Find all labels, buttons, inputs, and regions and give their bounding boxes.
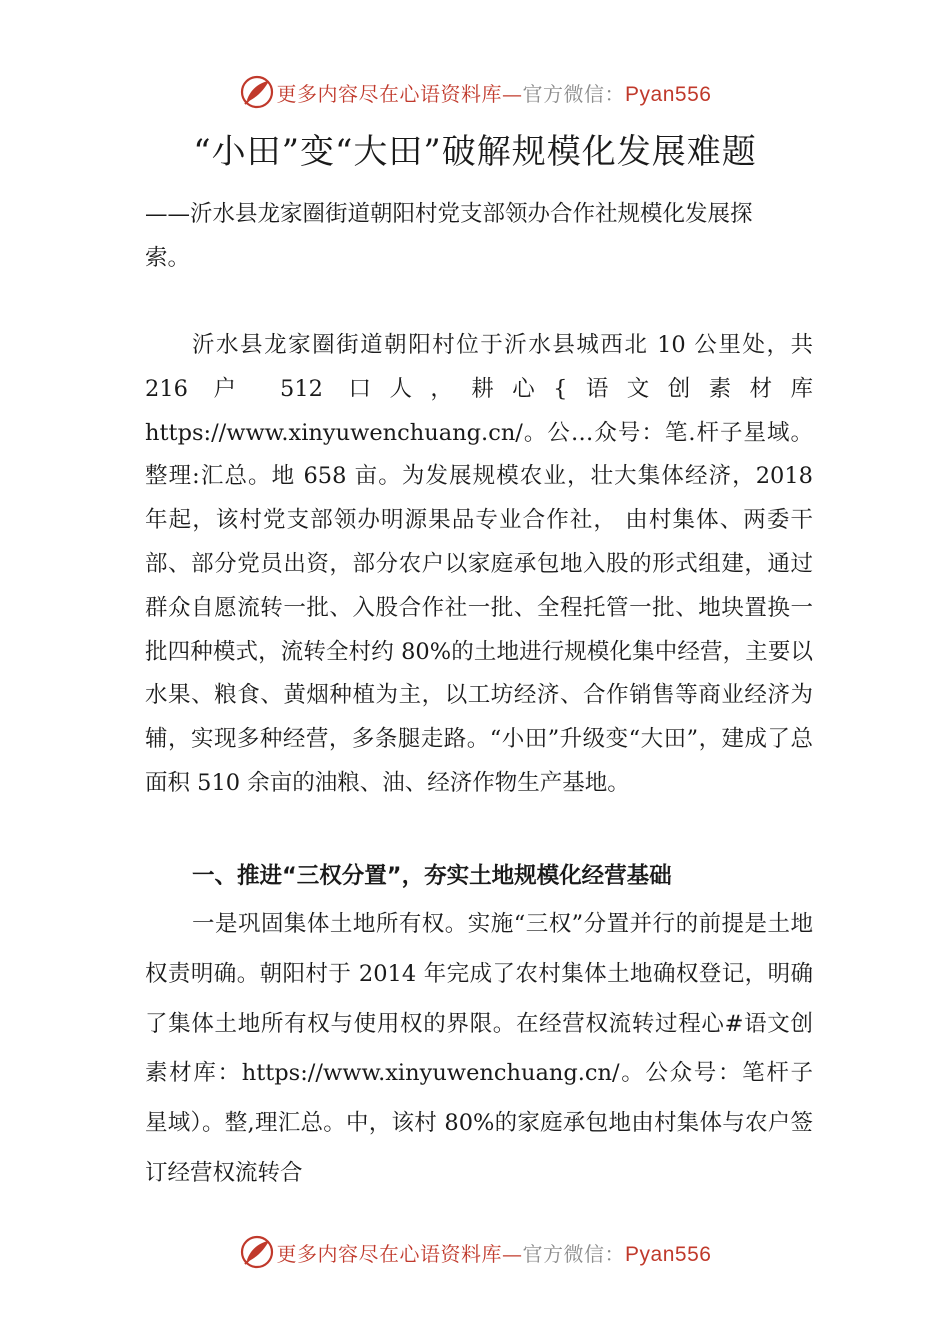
banner-text: 更多内容尽在心语资料库—官方微信：Pyan556 [276,1241,712,1266]
section-heading: 一、推进“三权分置”，夯实土地规模化经营基础 [192,863,672,889]
paragraph-intro: 沂水县龙家圈街道朝阳村位于沂水县城西北 10 公里处，共 216 户 512 口人，耕心{语文创素材库 https://www.xinyuwenchuang.cn/。公…众号：笔.杆子星域。整理:汇总。地 658 亩。为发展规模农业，壮大集体经济，2018 年起，该村党支部领办明源果品专业合作社， 由村集体、两委干部、部分党员出资，部分农户以家庭承包地入股的形式组建，通过群众自愿流转一批、入股合作社一批、全程托管一批、地块置换一批四种模式，流转全村约 80%的土地进行规模化集中经营，主要以水果、粮食、黄烟种植为主，以工坊经济、合作销售等商业经济为辅，实现多种经营，多条腿走路。“小田”升级变“大田”，建成了总面积 510 余亩的油粮、油、经济作物生产基地。 [145,332,813,796]
header-banner [0,72,950,112]
document-subtitle: ——沂水县龙家圈街道朝阳村党支部领办合作社规模化发展探索。 [145,201,753,271]
leaf-logo-icon [239,1234,275,1270]
document-title: “小田”变“大田”破解规模化发展难题 [193,132,757,172]
footer-banner [0,1232,950,1272]
leaf-logo-icon [239,74,275,110]
banner-text: 更多内容尽在心语资料库—官方微信：Pyan556 [276,81,712,106]
paragraph-section-1: 一是巩固集体土地所有权。实施“三权”分置并行的前提是土地权责明确。朝阳村于 2014 年完成了农村集体土地确权登记，明确了集体土地所有权与使用权的界限。在经营权流转过程心#语文创素材库：https://www.xinyuwenchuang.cn/。公众号：笔杆子星域）。整,理汇总。中，该村 80%的家庭承包地由村集体与农户签订经营权流转合 [145,911,813,1186]
